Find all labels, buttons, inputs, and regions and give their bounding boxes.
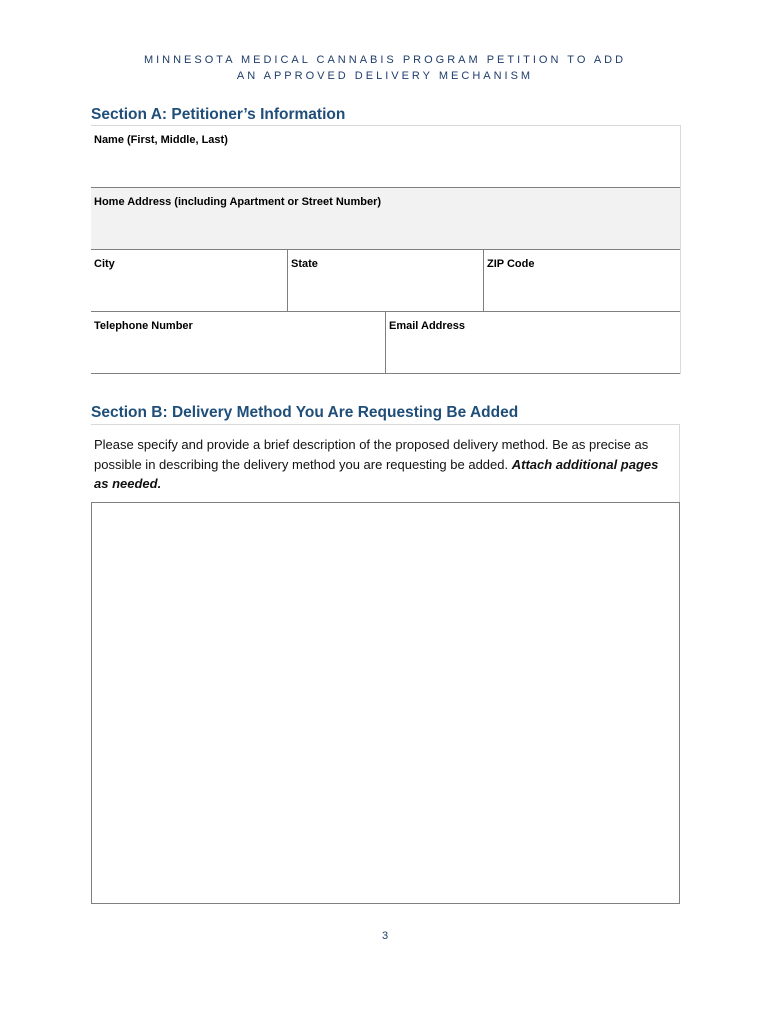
home-address-row (91, 188, 680, 250)
section-b-heading: Section B: Delivery Method You Are Requesting Be Added (91, 404, 519, 421)
instruction-emphasis: Attach additional pages as needed. (94, 456, 659, 491)
home-address-label: Home Address (including Apartment or Street Number) (94, 196, 382, 208)
header-line-1: MINNESOTA MEDICAL CANNABIS PROGRAM PETITION TO ADD (143, 54, 627, 66)
email-label: Email Address (389, 320, 466, 332)
page-number: 3 (381, 930, 389, 942)
city-label: City (94, 258, 115, 270)
state-label: State (291, 258, 318, 270)
petitioner-info-table (91, 125, 681, 374)
zip-field[interactable] (483, 250, 680, 311)
city-state-zip-row (91, 250, 680, 312)
name-row (91, 126, 680, 188)
zip-label: ZIP Code (487, 258, 535, 270)
email-field[interactable] (385, 312, 680, 373)
state-field[interactable] (287, 250, 483, 311)
telephone-label: Telephone Number (94, 320, 193, 332)
home-address-field[interactable] (91, 188, 680, 249)
contact-row (91, 312, 680, 374)
delivery-method-description-box[interactable] (91, 502, 680, 904)
name-field[interactable] (91, 126, 680, 187)
delivery-method-instructions (91, 424, 680, 503)
section-a-heading: Section A: Petitioner’s Information (91, 106, 346, 123)
instruction-text: Please specify and provide a brief description of the proposed delivery method. Be as precise as possible in describing the delivery method you are requesting be added. (94, 437, 649, 472)
telephone-field[interactable] (91, 312, 385, 373)
city-field[interactable] (91, 250, 287, 311)
document-header (0, 52, 770, 84)
header-line-2: AN APPROVED DELIVERY MECHANISM (236, 70, 534, 82)
name-label: Name (First, Middle, Last) (94, 134, 228, 146)
